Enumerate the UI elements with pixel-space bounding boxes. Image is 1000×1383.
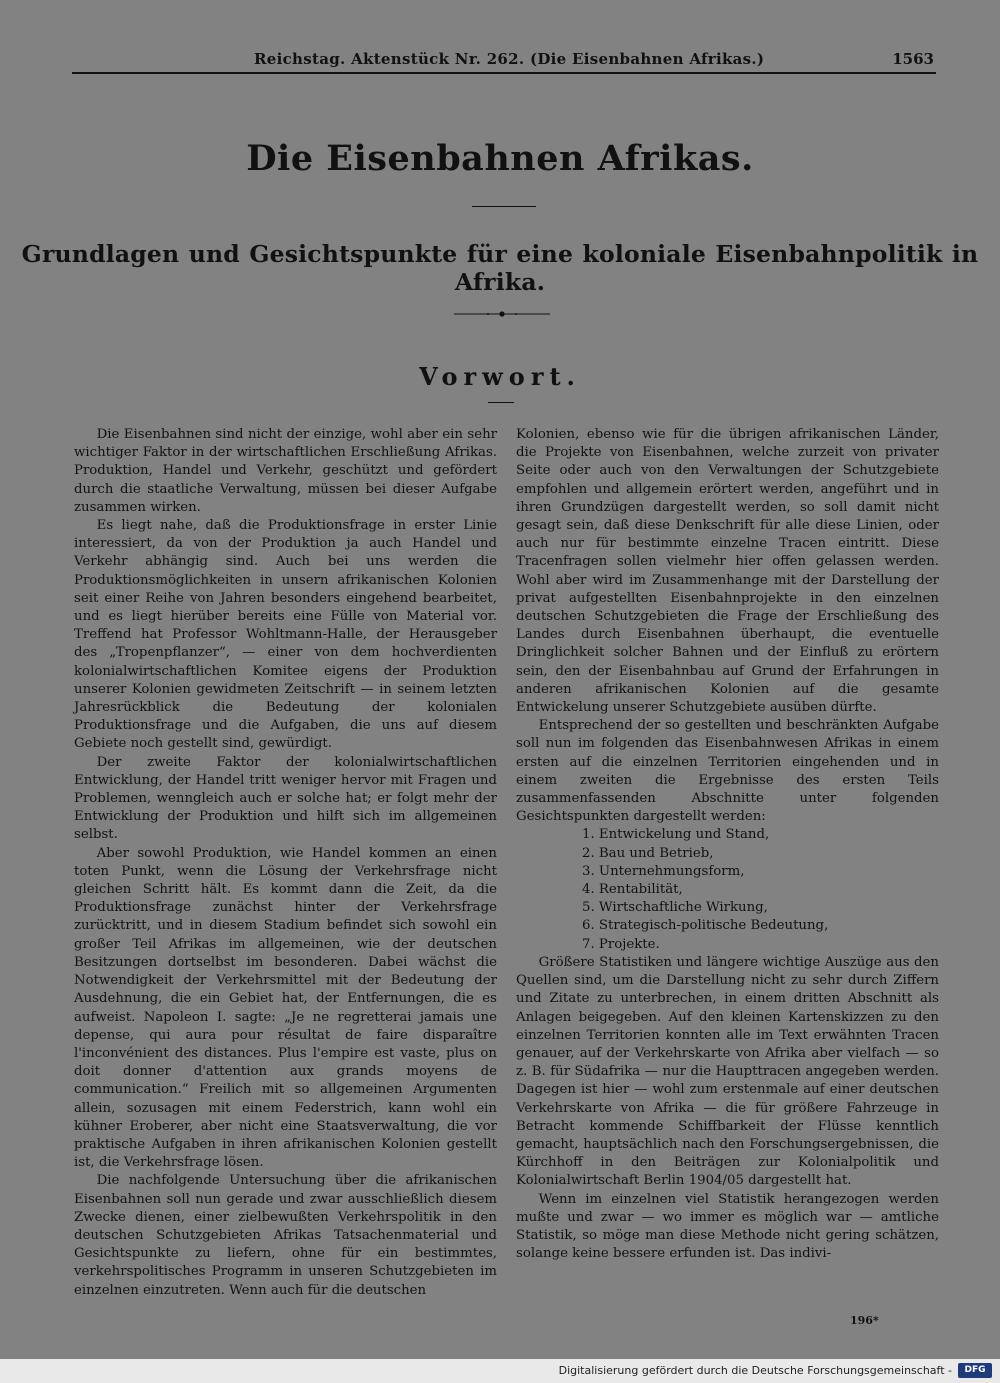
running-header [72,50,936,74]
right-column [516,426,939,1263]
document-title: Die Eisenbahnen Afrikas. [246,138,754,179]
paragraph: Aber sowohl Produktion, wie Handel kommen an einen toten Punkt, wenn die Lösung der Verkehrsfrage nicht gleichen Schritt hält. Es kommt dann die Zeit, da die Produktionsfrage zunächst hinter der Verkehrsfrage zurücktritt, und in diesem Stadium befindet sich sowohl ein großer Teil Afrikas im allgemeinen, wie der deutschen Besitzungen dortselbst im besonderen. Dabei wächst die Notwendigkeit der Verkehrsmittel mit der Bedeutung der Ausdehnung, die ein Gebiet hat, der Entfernungen, die es aufweist. Napoleon I. sagte: „Je ne regretterai jamais une depense, qui aura pour résultat de faire disparaître l'inconvénient des distances. Plus l'empire est vaste, plus on doit donner d'attention aux grands moyens de communication.“ Freilich mit so allgemeinen Argumenten allein, sozusagen mit einem Federstrich, kann wohl ein kühner Eroberer, aber nicht eine Staatsverwaltung, die vor praktische Aufgaben in ihren afrikanischen Kolonien gestellt ist, die Verkehrsfrage lösen. [74,845,497,1171]
list-item: 1. Entwickelung und Stand, [582,827,770,843]
page-number: 1563 [892,50,934,68]
title-divider [472,206,536,207]
section-divider [488,402,514,403]
dfg-logo-icon: DFG [958,1363,992,1378]
section-heading: Vorwort. [419,362,581,391]
running-title: Reichstag. Aktenstück Nr. 262. (Die Eisenbahnen Afrikas.) [254,50,765,68]
funding-note: Digitalisierung gefördert durch die Deutsche Forschungsgemeinschaft - [558,1364,952,1377]
ornament-divider [452,308,552,320]
list-item: 6. Strategisch-politische Bedeutung, [582,918,829,934]
footer-bar [0,1359,1000,1383]
aspect-list [516,826,939,953]
list-item: 5. Wirtschaftliche Wirkung, [582,900,768,916]
list-item: 4. Rentabilität, [582,882,683,898]
document-subtitle: Grundlagen und Gesichtspunkte für eine koloniale Eisenbahnpolitik in Afrika. [21,240,979,296]
paragraph: Kolonien, ebenso wie für die übrigen afrikanischen Länder, die Projekte von Eisenbahnen, welche zurzeit von privater Seite oder auch von den Verwaltungen der Schutzgebiete empfohlen und allgemein erörtert werden, angeführt und in ihren Grundzügen dargestellt werden, so soll damit nicht gesagt sein, daß diese Denkschrift für alle diese Linien, oder auch nur für bestimmte einzelne Tracen eintritt. Diese Tracenfragen sollen vielmehr hier offen gelassen werden. Wohl aber wird im Zusammenhange mit der Darstellung der privat aufgestellten Eisenbahnprojekte in den einzelnen deutschen Schutzgebieten die Frage der Erschließung des Landes durch Eisenbahnen überhaupt, die eventuelle Dringlichkeit solcher Bahnen und der Einfluß zu erörtern sein, den der Eisenbahnbau auf Grund der Erfahrungen in anderen afrikanischen Kolonien auf die gesamte Entwickelung unserer Schutzgebiete ausüben dürfte. [516,427,939,716]
paragraph: Es liegt nahe, daß die Produktionsfrage in erster Linie interessiert, da von der Produktion ja auch Handel und Verkehr abhängig sind. Auch bei uns werden die Produktionsmöglichkeiten in unsern afrikanischen Kolonien seit einer Reihe von Jahren besonders eingehend bearbeitet, und es liegt hierüber bereits eine Fülle von Material vor. Treffend hat Professor Wohltmann-Halle, der Herausgeber des „Tropenpflanzer“, — einer von dem hochverdienten kolonialwirtschaftlichen Komitee eigens der Produktion unserer Kolonien gewidmeten Zeitschrift — in seinem letzten Jahresrückblick die Bedeutung der kolonialen Produktionsfrage und die Aufgaben, die uns auf diesem Gebiete noch gestellt sind, gewürdigt. [74,518,497,752]
paragraph: Die nachfolgende Untersuchung über die afrikanischen Eisenbahnen soll nun gerade und zwar ausschließlich diesem Zwecke dienen, einer zielbewußten Verkehrspolitik in den deutschen Schutzgebieten Afrikas Tatsachenmaterial und Gesichtspunkte zu liefern, ohne für ein bestimmtes, verkehrspolitisches Programm in unseren Schutzgebieten im einzelnen einzutreten. Wenn auch für die deutschen [74,1173,497,1298]
paragraph: Entsprechend der so gestellten und beschränkten Aufgabe soll nun im folgenden das Eisenbahnwesen Afrikas in einem ersten auf die einzelnen Territorien eingehenden und in einem zweiten die Ergebnisse des ersten Teils zusammenfassenden Abschnitte unter folgenden Gesichtspunkten dargestellt werden: [516,718,939,825]
list-item: 7. Projekte. [582,936,660,952]
list-item: 2. Bau und Betrieb, [582,845,714,861]
paragraph: Wenn im einzelnen viel Statistik herangezogen werden mußte und zwar — wo immer es möglich war — amtliche Statistik, so möge man diese Methode nicht gering schätzen, solange keine bessere erfunden ist. Das indivi- [516,1191,939,1262]
paragraph: Die Eisenbahnen sind nicht der einzige, wohl aber ein sehr wichtiger Faktor in der wirtschaftlichen Erschließung Afrikas. Produktion, Handel und Verkehr, geschützt und gefördert durch die staatliche Verwaltung, müssen bei dieser Aufgabe zusammen wirken. [74,427,497,515]
paragraph: Größere Statistiken und längere wichtige Auszüge aus den Quellen sind, um die Darstellung nicht zu sehr durch Ziffern und Zitate zu unterbrechen, in einem dritten Abschnitt als Anlagen beigegeben. Auf den kleinen Kartenskizzen zu den einzelnen Territorien konnten alle im Text erwähnten Tracen genauer, auf der Verkehrskarte von Afrika aber vielfach — so z. B. für Südafrika — nur die Haupttracen angegeben werden. Dagegen ist hier — wohl zum erstenmale auf einer deutschen Verkehrskarte von Afrika — die für größere Fahrzeuge in Betracht kommende Schiffbarkeit der Flüsse kenntlich gemacht, hauptsächlich nach den Forschungsergebnissen, die Kürchhoff in den Beiträgen zur Kolonialpolitik und Kolonialwirtschaft Berlin 1904/05 dargestellt hat. [516,954,939,1189]
list-item: 3. Unternehmungsform, [582,863,745,879]
paragraph: Der zweite Faktor der kolonialwirtschaftlichen Entwicklung, der Handel tritt weniger hervor mit Fragen und Problemen, wenngleich auch er solche hat; er folgt mehr der Entwicklung der Produktion und hilft sich im allgemeinen selbst. [74,754,497,843]
sheet-signature: 196* [850,1314,879,1327]
left-column [74,426,497,1300]
